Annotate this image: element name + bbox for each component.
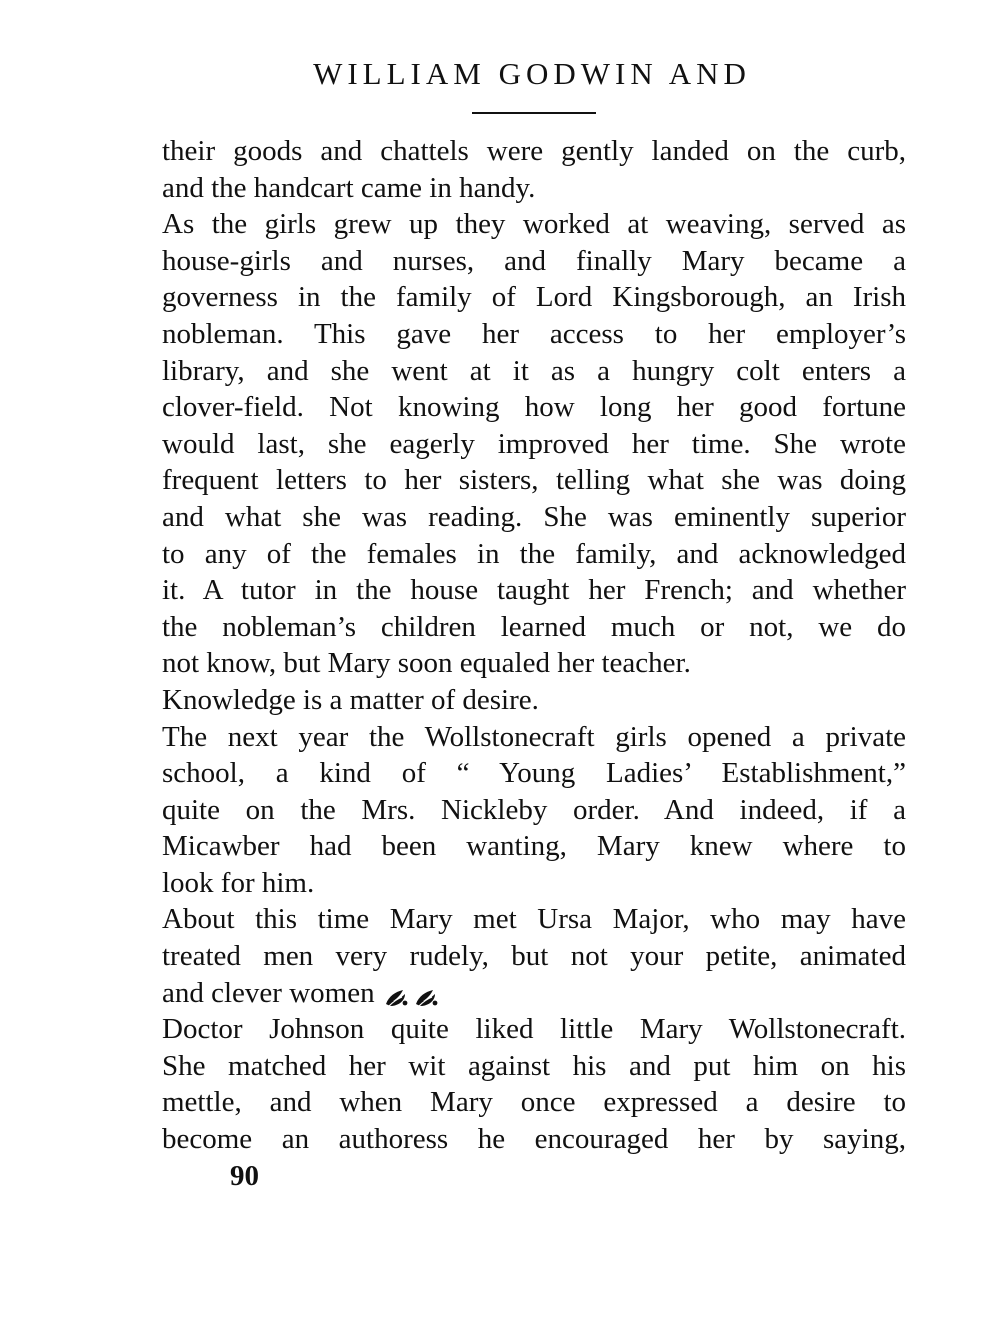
text-line: would last, she eagerly improved her time. She wrote	[162, 427, 906, 460]
page-number: 90	[230, 1160, 259, 1192]
running-head: WILLIAM GODWIN AND	[313, 56, 751, 91]
text-line: their goods and chattels were gently landed on the curb,	[162, 135, 906, 167]
text-line: As the girls grew up they worked at weaving, served as	[162, 208, 906, 241]
text-line: The next year the Wollstonecraft girls opened a private	[162, 720, 906, 753]
text-line: treated men very rudely, but not your petite, animated	[162, 940, 906, 973]
text-line: mettle, and when Mary once expressed a desire to	[162, 1086, 906, 1119]
text-line: and the handcart came in handy.	[162, 171, 536, 204]
text-line: it. A tutor in the house taught her French; and whether	[162, 574, 906, 607]
text-line-with-ornament	[162, 975, 906, 1012]
text-line: quite on the Mrs. Nickleby order. And indeed, if a	[162, 793, 906, 826]
text-line: the nobleman’s children learned much or not, we do	[162, 610, 906, 643]
text-line: clover-field. Not knowing how long her good fortune	[162, 391, 906, 424]
text-line: school, a kind of “ Young Ladies’ Establishment,”	[162, 757, 906, 790]
text-line: and clever women	[162, 976, 375, 1009]
text-line: frequent letters to her sisters, telling what she was doing	[162, 464, 906, 497]
head-rule	[472, 112, 596, 114]
text-line: not know, but Mary soon equaled her teacher.	[162, 647, 691, 680]
text-line: Knowledge is a matter of desire.	[162, 683, 539, 716]
leaf-ornament-icon	[383, 977, 441, 1014]
text-line: become an authoress he encouraged her by saying,	[162, 1123, 906, 1156]
text-line: Micawber had been wanting, Mary knew where to	[162, 830, 906, 863]
text-line: Doctor Johnson quite liked little Mary Wollstonecraft.	[162, 1013, 906, 1046]
text-line: look for him.	[162, 866, 315, 899]
text-line: house-girls and nurses, and finally Mary became a	[162, 244, 906, 277]
text-line: nobleman. This gave her access to her employer’s	[162, 317, 906, 350]
text-line: to any of the females in the family, and acknowledged	[162, 537, 906, 570]
text-line: She matched her wit against his and put him on his	[162, 1049, 906, 1082]
text-line: and what she was reading. She was eminently superior	[162, 500, 906, 533]
text-line: library, and she went at it as a hungry colt enters a	[162, 354, 906, 387]
body-text	[162, 133, 906, 1158]
text-line: About this time Mary met Ursa Major, who may have	[162, 903, 906, 936]
text-line: governess in the family of Lord Kingsborough, an Irish	[162, 281, 906, 314]
